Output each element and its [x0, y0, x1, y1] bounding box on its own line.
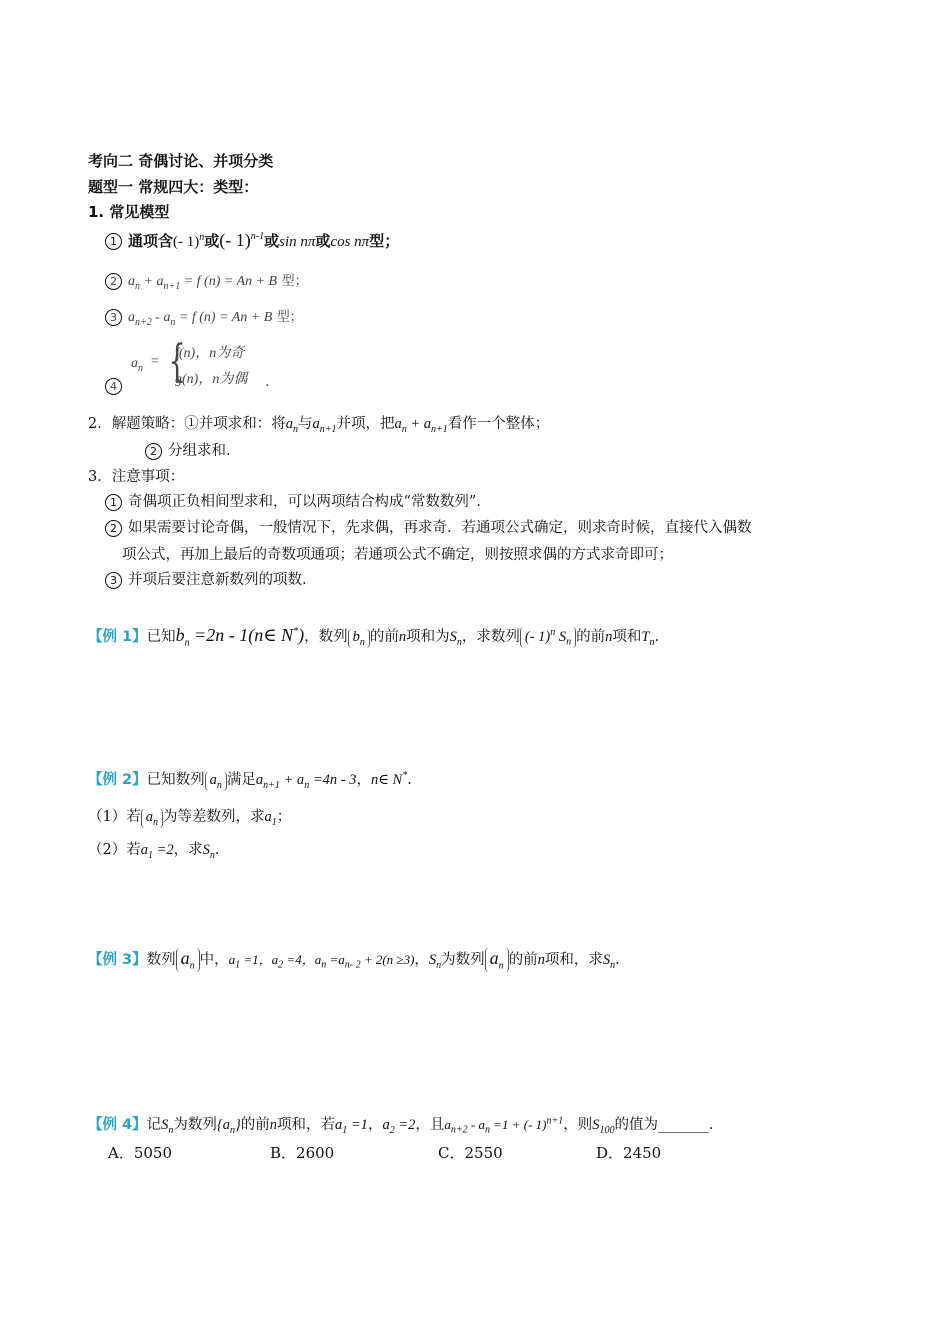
subheading: 题型一 常规四大：类型： [88, 178, 259, 196]
example-2-part-2: （2）若$a_1 =2$，求$S_n$. [88, 842, 220, 861]
example-2: 【例 2】已知数列 $a_n$ 满足$a_{n+1} + a_n =4n - 3$，n∈ N*. [88, 770, 412, 791]
example-3: 【例 3】数列 $a_n$ 中，$a_1 =1$，$a_2 =4$，$a_n =a_{n- 2} + 2(n \ge 3)$，$S_n$为数列 $a_n$ 的前n项和，求$S_n$. [88, 948, 620, 972]
option-b[interactable]: B．2600 [270, 1144, 335, 1162]
example-label: 【例 1】 [88, 629, 147, 645]
circled-number: 3 [105, 309, 122, 326]
option-c[interactable]: C．2550 [438, 1144, 503, 1162]
example-label: 【例 3】 [88, 952, 147, 968]
note-2-cont: 项公式，再加上最后的奇数项通项；若通项公式不确定，则按照求偶的方式求奇即可； [122, 547, 673, 563]
note-1: 1 奇偶项正负相间型求和，可以两项结合构成“常数数列”． [105, 490, 491, 511]
example-1: 【例 1】已知$b_n =2n$ - 1(n∈ N*)，数列 $b_n$ 的前n项和为$S_n$，求数列 (- 1)$^n$ $S_n$ 的前n项和$T_n$. [88, 625, 660, 649]
section2-line1: 2．解题策略：①并项求和：将$a_n$与$a_{n+1}$并项，把$a_n + a_{n+1}$看作一个整体； [88, 416, 550, 435]
circled-number: 4 [105, 378, 122, 395]
example-2-part-1: （1）若 $a_n$ 为等差数列，求$a_1$； [88, 809, 292, 828]
section1-title: 1. 常见模型 [88, 203, 170, 221]
example-label: 【例 4】 [88, 1117, 147, 1133]
option-d[interactable]: D．2450 [596, 1144, 662, 1162]
model-item-1: 1 通项含(- 1)$^n$或(- 1)$^{n-1}$或sin nπ或cos nπ型； [105, 230, 399, 251]
model-item-2: 2 $a_n + a_{n+1} = f$ (n) = An + B 型； [105, 270, 308, 292]
left-brace: { [168, 336, 186, 387]
option-a[interactable]: A．5050 [108, 1144, 173, 1162]
model-item-3: 3 $a_{n+2} - a_n = f$ (n) = An + B 型； [105, 306, 303, 328]
circled-number: 1 [105, 233, 122, 250]
example-label: 【例 2】 [88, 772, 147, 788]
section3-title: 3．注意事项： [88, 469, 185, 485]
note-2: 2 如果需要讨论奇偶，一般情况下，先求偶，再求奇．若通项公式确定，则求奇时候，直接代入偶数 [105, 516, 752, 537]
section2-line2: 2 分组求和. [145, 439, 231, 460]
example-4: 【例 4】记$S_n$为数列$\{a_n\}$的前n项和，若$a_1 =1$，$a_2 =2$，且$a_{n+2} - a_n =1$ + (- 1)$^{n+1}$，则$S_{100}$的值为_______. [88, 1115, 714, 1136]
page-heading: 考向二 奇偶讨论、并项分类 [88, 152, 274, 170]
circled-number: 2 [105, 273, 122, 290]
note-3: 3 并项后要注意新数列的项数. [105, 568, 307, 589]
